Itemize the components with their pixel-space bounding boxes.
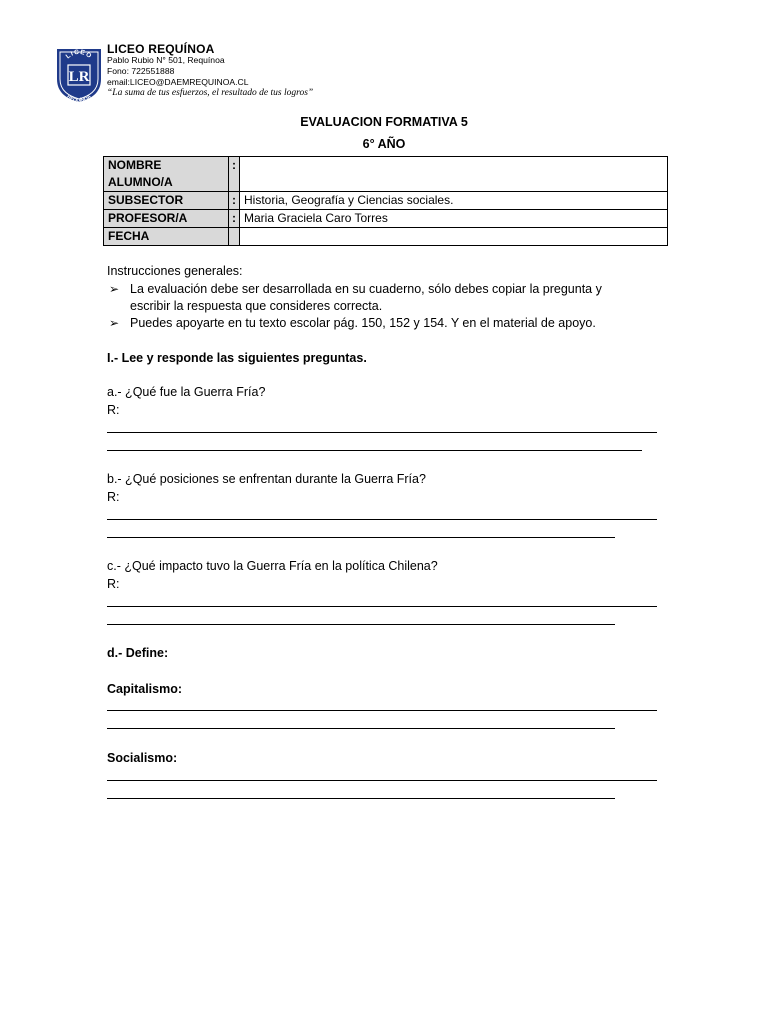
- answer-line[interactable]: [107, 780, 657, 781]
- label-nombre: NOMBRE ALUMNO/A: [104, 157, 229, 192]
- term-socialismo: Socialismo:: [107, 751, 178, 765]
- answer-line[interactable]: [107, 624, 615, 625]
- label-fecha: FECHA: [104, 228, 229, 246]
- question-c: c.- ¿Qué impacto tuvo la Guerra Fría en la política Chilena?: [107, 559, 438, 573]
- term-capitalismo: Capitalismo:: [107, 682, 183, 696]
- answer-line[interactable]: [107, 519, 657, 520]
- answer-line[interactable]: [107, 728, 615, 729]
- logo-bottom-text: REQUÍNOA: [65, 93, 93, 103]
- school-address: Pablo Rubio N° 501, Requínoa: [107, 55, 225, 65]
- subsector-value: Historia, Geografía y Ciencias sociales.: [240, 192, 668, 210]
- answer-label: R:: [107, 577, 120, 591]
- logo-monogram: LR: [68, 69, 90, 85]
- section-title: I.- Lee y responde las siguientes preguntas.: [107, 351, 367, 365]
- answer-line[interactable]: [107, 432, 657, 433]
- table-row: [104, 192, 668, 210]
- separator: :: [229, 157, 240, 192]
- school-motto: “La suma de tus esfuerzos, el resultado de tus logros”: [107, 88, 314, 98]
- school-name: LICEO REQUÍNOA: [107, 42, 215, 56]
- school-phone: Fono: 722551888: [107, 66, 175, 76]
- page-title: EVALUACION FORMATIVA 5: [300, 115, 468, 129]
- table-row: [104, 157, 668, 192]
- student-info-table: [103, 156, 668, 246]
- answer-line[interactable]: [107, 606, 657, 607]
- answer-line[interactable]: [107, 537, 615, 538]
- arrow-bullet-icon: ➢: [109, 282, 120, 296]
- table-row: [104, 228, 668, 246]
- define-heading: d.- Define:: [107, 646, 169, 660]
- page-subtitle-grade: 6° AÑO: [362, 137, 406, 151]
- answer-label: R:: [107, 490, 120, 504]
- separator: :: [229, 192, 240, 210]
- instruction-item: [109, 281, 640, 315]
- school-email: email:LICEO@DAEMREQUINOA.CL: [107, 77, 249, 87]
- label-subsector: SUBSECTOR: [104, 192, 229, 210]
- label-profesor: PROFESOR/A: [104, 210, 229, 228]
- school-info: [107, 44, 313, 99]
- instruction-item: [109, 315, 640, 332]
- table-row: [104, 210, 668, 228]
- arrow-bullet-icon: ➢: [109, 316, 120, 330]
- instructions-heading: Instrucciones generales:: [107, 264, 243, 278]
- school-logo: [55, 47, 103, 103]
- date-field[interactable]: [240, 228, 668, 246]
- separator: :: [229, 210, 240, 228]
- answer-label: R:: [107, 403, 120, 417]
- answer-line[interactable]: [107, 450, 642, 451]
- answer-line[interactable]: [107, 710, 657, 711]
- logo-top-text: LICEO: [64, 48, 94, 61]
- question-a: a.- ¿Qué fue la Guerra Fría?: [107, 385, 266, 399]
- question-b: b.- ¿Qué posiciones se enfrentan durante la Guerra Fría?: [107, 472, 426, 486]
- teacher-value: Maria Graciela Caro Torres: [240, 210, 668, 228]
- instruction-text: Puedes apoyarte en tu texto escolar pág. 150, 152 y 154. Y en el material de apoyo.: [130, 316, 596, 330]
- separator: [229, 228, 240, 246]
- answer-line[interactable]: [107, 798, 615, 799]
- student-name-field[interactable]: [240, 157, 668, 192]
- instruction-text: La evaluación debe ser desarrollada en su cuaderno, sólo debes copiar la pregunta y escribir la respuesta que consideres correcta.: [130, 282, 602, 313]
